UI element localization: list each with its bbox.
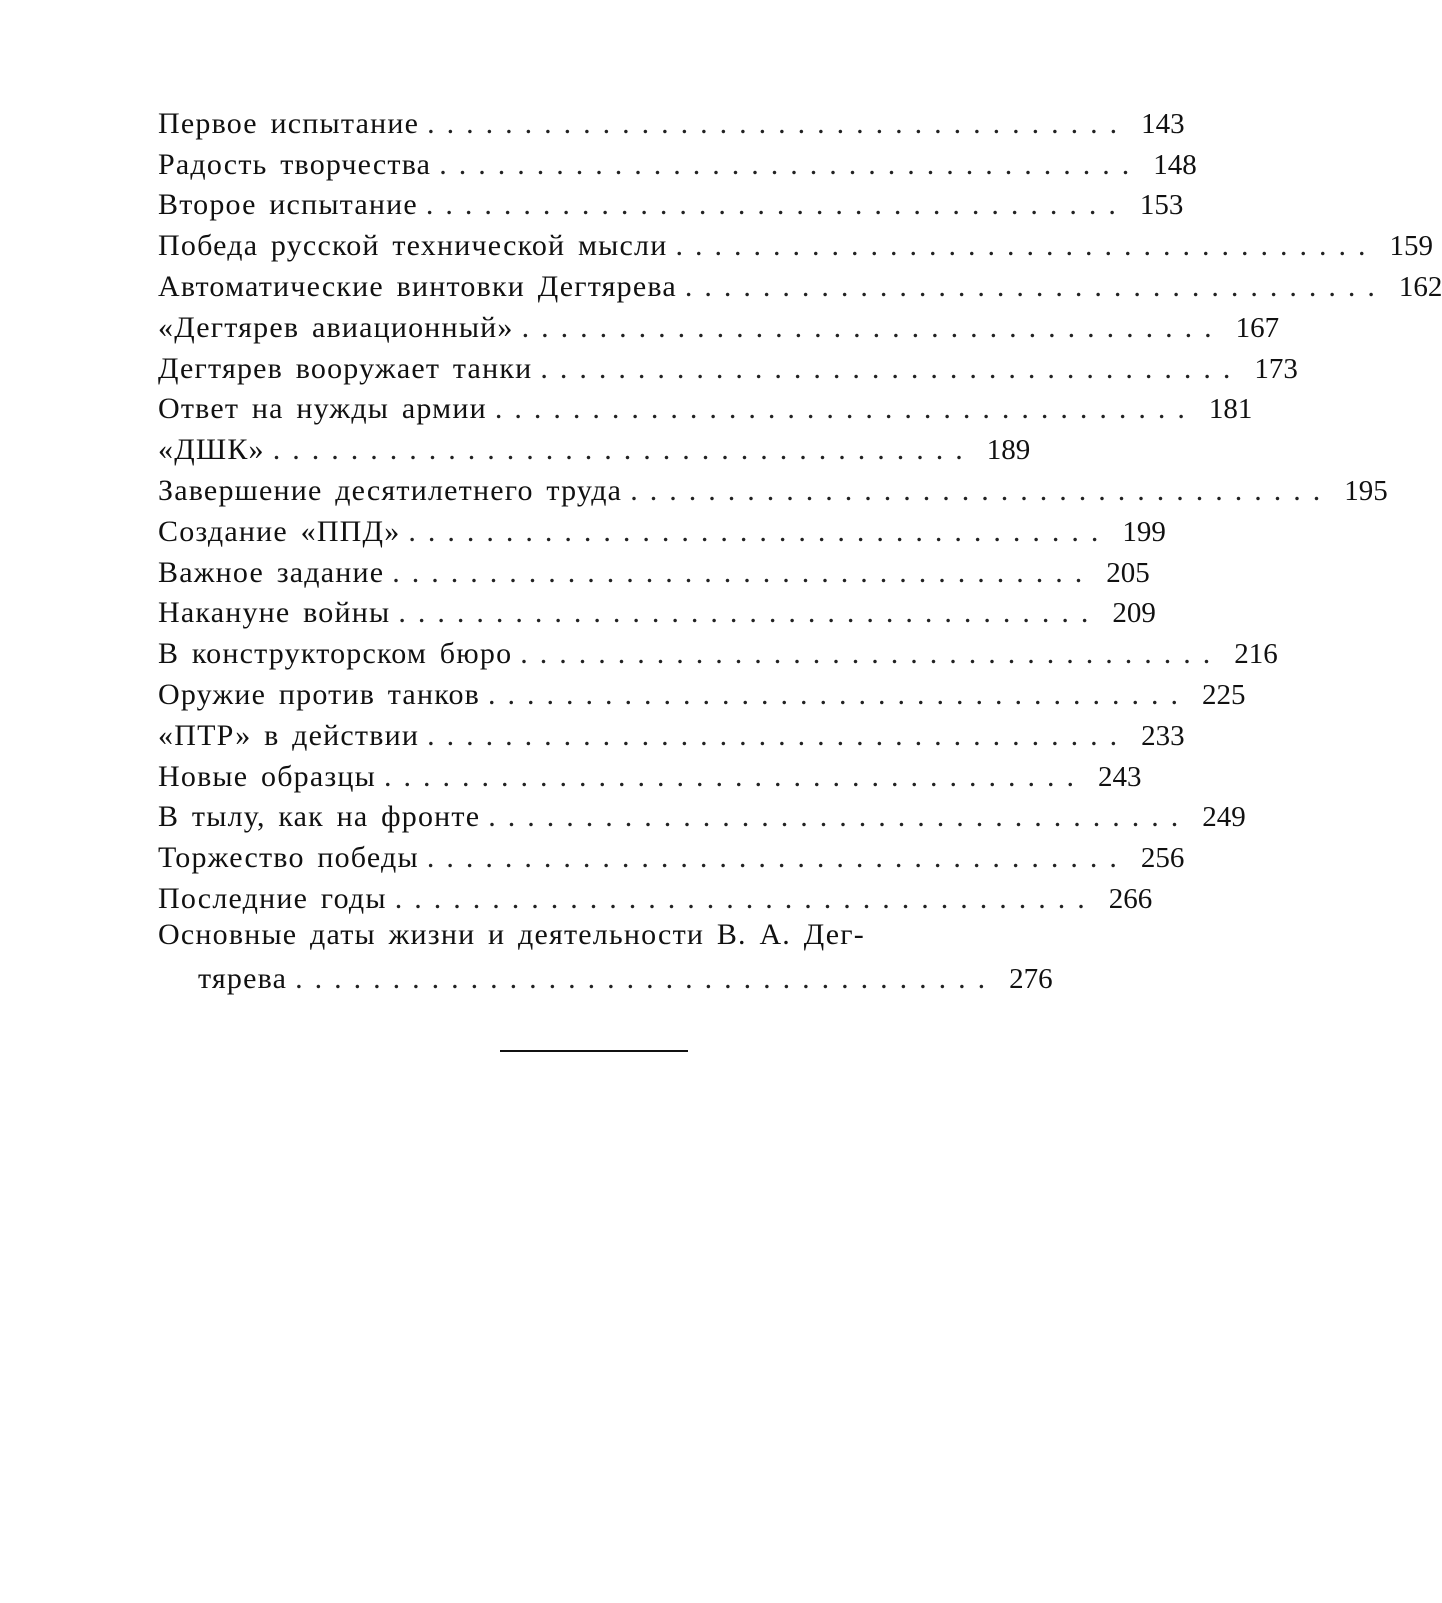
toc-entry (158, 875, 1153, 916)
toc-entry-page: 143 (1141, 107, 1185, 140)
toc-entry (158, 182, 1184, 223)
toc-entry-title-line2: тярева (198, 961, 288, 995)
toc-entry (158, 508, 1166, 549)
dot-leader: .................................... (427, 718, 1130, 752)
toc-entry (158, 304, 1280, 345)
table-of-contents (158, 100, 1442, 996)
dot-leader: .................................... (520, 637, 1223, 671)
dot-leader: .................................... (494, 392, 1197, 426)
dot-leader: .................................... (392, 555, 1095, 589)
toc-entry-page: 189 (986, 434, 1031, 467)
toc-entry-title: Победа русской технической мысли (158, 229, 668, 263)
dot-leader: .................................... (630, 473, 1333, 507)
dot-leader: .................................... (408, 514, 1111, 548)
toc-entry-title: «ДШК» (158, 433, 265, 467)
dot-leader: .................................... (488, 677, 1191, 711)
toc-entry (158, 386, 1253, 427)
toc-entry-page: 256 (1140, 842, 1185, 875)
toc-entry-title: Радость творчества (158, 147, 432, 181)
toc-entry (158, 467, 1388, 508)
toc-entry-title: Первое испытание (158, 106, 420, 140)
dot-leader: .................................... (426, 841, 1129, 875)
dot-leader: .................................... (295, 961, 998, 995)
toc-entry (158, 345, 1298, 386)
toc-entry-page: 159 (1389, 230, 1433, 263)
toc-entry (158, 671, 1246, 712)
dot-leader: .................................... (521, 310, 1224, 344)
toc-entry-title: «Дегтярев авиационный» (158, 310, 514, 344)
toc-entry-page: 162 (1398, 270, 1442, 303)
toc-entry-page: 209 (1112, 597, 1156, 630)
toc-entry-page: 249 (1202, 801, 1246, 834)
toc-entry-page: 233 (1141, 719, 1185, 752)
closing-rule (500, 1050, 688, 1052)
toc-entry (158, 100, 1185, 141)
dot-leader: .................................... (684, 269, 1387, 303)
toc-entry-title: Накануне войны (158, 596, 391, 630)
toc-entry-title: Оружие против танков (158, 677, 481, 711)
toc-entry-title: В конструкторском бюро (158, 637, 513, 671)
toc-entry-page: 148 (1153, 148, 1197, 181)
toc-entry-title: Важное задание (158, 555, 385, 589)
toc-entry (158, 753, 1142, 794)
toc-entry (158, 794, 1246, 835)
toc-entry-title: Новые образцы (158, 759, 377, 793)
toc-entry-line2 (158, 956, 1053, 996)
toc-entry-page: 199 (1122, 515, 1166, 548)
toc-entry-title: Ответ на нужды армии (158, 392, 487, 426)
dot-leader: .................................... (398, 596, 1101, 630)
toc-entry-page: 205 (1106, 556, 1150, 589)
toc-entry-page: 266 (1108, 882, 1153, 915)
toc-entry (158, 141, 1197, 182)
toc-entry (158, 834, 1185, 875)
toc-entry-title: Последние годы (158, 881, 387, 915)
toc-entry (158, 630, 1278, 671)
toc-entry-title: Создание «ППД» (158, 514, 401, 548)
toc-entry (158, 590, 1156, 631)
dot-leader: .................................... (272, 433, 975, 467)
toc-entry (158, 549, 1150, 590)
dot-leader: .................................... (540, 351, 1243, 385)
dot-leader: .................................... (394, 881, 1097, 915)
dot-leader: .................................... (488, 800, 1191, 834)
toc-entry-page: 153 (1139, 189, 1184, 222)
toc-entry-page: 243 (1098, 760, 1142, 793)
toc-entry-page: 167 (1235, 311, 1280, 344)
toc-entry (158, 263, 1442, 304)
toc-entry-page: 195 (1344, 474, 1388, 507)
dot-leader: .................................... (384, 759, 1087, 793)
toc-entry-page: 276 (1009, 962, 1053, 995)
toc-entry-multiline (158, 917, 1053, 996)
toc-entry-title: Торжество победы (158, 841, 419, 875)
toc-entry-title: Второе испытание (158, 188, 418, 222)
toc-entry-title: Автоматические винтовки Дегтярева (158, 269, 677, 303)
toc-entry-title-line1: Основные даты жизни и деятельности В. А. Дег- (158, 917, 865, 951)
toc-entry-title: «ПТР» в действии (158, 718, 420, 752)
dot-leader: .................................... (675, 229, 1378, 263)
toc-entry (158, 222, 1433, 263)
toc-entry (158, 712, 1185, 753)
toc-entry-title: Завершение десятилетнего труда (158, 473, 623, 507)
toc-entry-page: 181 (1208, 393, 1253, 426)
toc-entry-title: Дегтярев вооружает танки (158, 351, 533, 385)
toc-entry-title: В тылу, как на фронте (158, 800, 481, 834)
dot-leader: .................................... (439, 147, 1142, 181)
dot-leader: .................................... (427, 106, 1130, 140)
dot-leader: .................................... (425, 188, 1128, 222)
toc-entry-page: 216 (1234, 638, 1278, 671)
toc-entry-page: 225 (1202, 678, 1246, 711)
toc-entry-page: 173 (1254, 352, 1298, 385)
toc-entry (158, 426, 1038, 467)
